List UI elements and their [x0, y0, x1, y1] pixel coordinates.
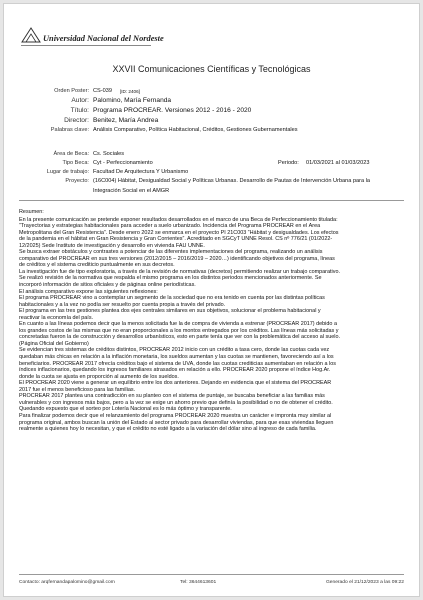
abstract-line: vulnerables y con ingresos más bajos, pero a la vez se exige un ahorro previo que definía la posibilidad o no de obtener el crédito. [19, 399, 333, 406]
logo-underline [21, 45, 151, 46]
abstract-line: reactivar la economía del país. [19, 314, 94, 321]
document-page [3, 3, 420, 597]
abstract-line: PROCREAR 2017 plantea una contradicción en su planteo con el sistema de puntaje, se buscaba beneficiar a las familias más [19, 393, 325, 400]
abstract-line: El análisis comparativo expone las siguientes reflexiones: [19, 288, 158, 295]
abstract-line: los grandes costos de las mismas que no eran proporcionales a los montos entregados por los créditos. Las líneas más solicitadas y [19, 327, 339, 334]
abstract-line: “Trayectorias y estrategias habitacionales para acceder a suelo urbanizado. Incidencia del Programa PROCREAR en el Área [19, 223, 321, 230]
palabras-clave-label: Palabras clave: [50, 127, 89, 133]
footer-contact: Contacto: arqfernandapalomino@gmail.com [19, 580, 115, 585]
abstract-line: quedaban más chicas en relación a la inflación monetaria, los sueldos aumentan y las cuotas se mantienen, favoreciendo así a los [19, 354, 334, 361]
abstract-line: incorporó información de sitios oficiales y de páginas online periodísticas. [19, 282, 196, 289]
abstract-line: (Página Oficial del Gobierno) [19, 340, 89, 347]
abstract-line: 2017 fue el menos beneficioso para las familias. [19, 386, 136, 393]
abstract-line: Se evidencian tres sistemas de créditos distintos, PROCREAR 2012 inicio con un crédito a tasa cero, donde las cuotas cada vez [19, 347, 330, 354]
director-label: Director: [64, 117, 89, 124]
abstract-line: En cuanto a las líneas podemos decir que la menos solicitada fue la de compra de vivienda a estrenar (PROCREAR 2017) debido a [19, 321, 337, 328]
lugar-trabajo-value: Facultad De Arquitectura Y Urbanismo [93, 169, 189, 175]
metadata-block [4, 88, 421, 228]
abstract-line: El programa PROCREAR vino a contemplar un segmento de la sociedad que no era tenido en cuenta por las distintas políticas [19, 295, 325, 302]
abstract-line: donde la cuota se ajusta en proporción al aumento de los sueldos. [19, 373, 179, 380]
titulo-label: Título: [70, 107, 89, 114]
abstract-line: índices inflacionarios, quedando los ingresos familiares atrasados en relación a ello. PROCREAR 2020 propone el índice Hog.Ar. [19, 367, 331, 374]
footer-generated: Generado el 21/12/2023 a las 09:22 [325, 580, 404, 585]
periodo-label: Periodo: [278, 160, 299, 166]
abstract-line: de la pandemia en el hábitat en Gran Resistencia y Gran Corrientes”. Acreditado en SGCyT UNNE Resol. CS nº 776/21 (01/2022- [19, 236, 333, 243]
university-logo [21, 26, 164, 43]
proyecto-line-2: Integración Social en el AMGR [93, 188, 170, 194]
abstract-line: 12/2025) Sede Instituto de investigación y desarrollo en vivienda FAU UNNE. [19, 242, 205, 249]
abstract-line: Para finalizar podemos decir que el relanzamiento del programa PROCREAR 2020 muestra un carácter e impronta muy similar al [19, 412, 332, 419]
director-value: Benitez, María Andrea [93, 117, 159, 124]
periodo-value: 01/03/2021 al 01/03/2023 [306, 160, 370, 166]
abstract-line: El PROCREAR 2020 viene a generar un equilibrio entre los dos anteriores. Dejando en evidencia que el sistema del PROCREAR [19, 380, 332, 387]
abstract-line: En la presente comunicación se pretende exponer resultados desarrollados en el marco de una Beca de Perfeccionamiento titulada: [19, 216, 338, 223]
abstract-line: El programa en las tres gestiones plantea dos ejes centrales similares en sus objetivos, solucionar el problema habitacional y [19, 308, 321, 315]
abstract-line: Metropolitana del Gran Resistencia”. Desde enero 2022 se enmarca en el proyecto PI 21C003 “Hábitat y desigualdades. Los efectos [19, 229, 339, 236]
abstract-heading: Resumen: [19, 209, 44, 215]
tipo-beca-value: Cyt - Perfeccionamiento [93, 160, 153, 166]
lugar-trabajo-label: Lugar de trabajo: [46, 169, 89, 175]
orden-poster-label: Orden Poster: [54, 88, 89, 94]
university-seal-icon [21, 26, 41, 43]
abstract-section [19, 209, 406, 433]
area-beca-label: Área de Beca: [53, 151, 89, 157]
autor-label: Autor: [71, 97, 89, 104]
area-beca-value: Cs. Sociales [93, 151, 125, 157]
abstract-line: comparativo del PROCREAR en sus tres versiones (2012/2015 – 2016/2019 – 2020…) identificando objetivos del programa, líneas [19, 255, 335, 262]
abstract-line: Se realizó revisión de la normativa que respalda el mismo programa en los distintos periodos mencionados anteriormente. Se [19, 275, 322, 282]
conference-title: XXVII Comunicaciones Científicas y Tecnológicas [112, 64, 311, 74]
abstract-line: habitacionales y a la vez no podía ser resuelto por cuenta propia a través del privado. [19, 301, 226, 308]
poster-id: [ID: 2406] [120, 89, 140, 94]
abstract-line: concretadas fueron la de construcción y desarrollos urbanísticos, esto en parte tenía que ver con la problemática del acceso al suelo. [19, 334, 340, 341]
tipo-beca-label: Tipo Beca: [62, 160, 89, 166]
footer-phone: Tel: 3644613601 [180, 580, 217, 585]
abstract-line: realmente a quienes hoy lo necesitan, y que el crédito no esté ligado a la variación del dólar sino al ingreso de cada familia. [19, 426, 317, 433]
titulo-value: Programa PROCREAR. Versiones 2012 - 2016 - 2020 [93, 107, 252, 114]
footer-divider [19, 574, 404, 575]
section-divider [19, 200, 404, 201]
abstract-line: Se busca extraer obstáculos y contrastes a potenciar de las diferentes implementaciones del programa, realizando un análisis [19, 249, 323, 256]
proyecto-line-1: (16C004) Hábitat, Desigualdad Social y Políticas Urbanas. Desarrollo de Pautas de Intervención Urbana para la [93, 178, 371, 184]
abstract-line: de créditos y el sistema crediticio puntualmente en sus decretos. [19, 262, 175, 269]
palabras-clave-value: Análisis Comparativo, Política Habitacional, Créditos, Gestiones Gubernamentales [93, 127, 298, 133]
autor-value: Palomino, María Fernanda [93, 97, 172, 104]
proyecto-label: Proyecto: [65, 178, 89, 184]
orden-poster-value: CS-039 [93, 88, 112, 94]
abstract-line: Quedando expuesto que el sorteo por Lotería Nacional es lo más óptimo y transparente. [19, 406, 232, 413]
university-name: Universidad Nacional del Nordeste [43, 34, 164, 43]
abstract-line: La investigación fue de tipo exploratoria, a través de la revisión de normativas (decretos) permitiendo realizar un trabajo comparativo. [19, 268, 340, 275]
abstract-line: beneficiarios. PROCREAR 2017 ofrecía créditos bajo el sistema de UVA, donde las cuotas crediticias aumentaban en relación a los [19, 360, 336, 367]
abstract-body [19, 217, 406, 433]
abstract-line: programa original, ambos buscan la unión del Estado al sector privado para desarrollar viviendas, para que esas viviendas lleguen [19, 419, 334, 426]
